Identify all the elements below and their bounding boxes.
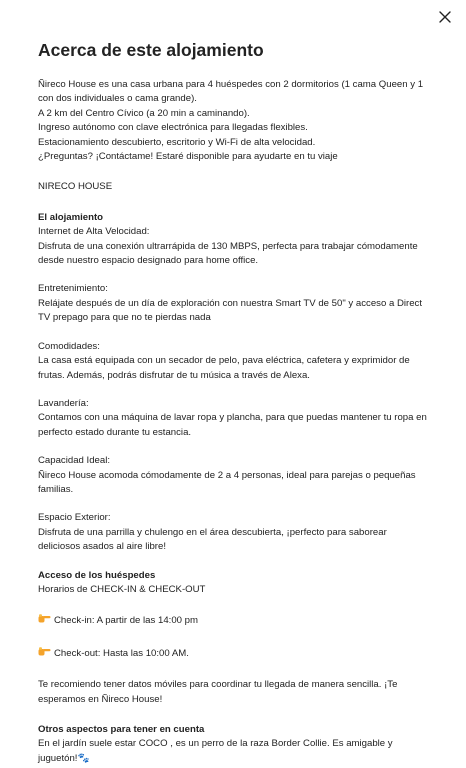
space-heading: Internet de Alta Velocidad:	[38, 226, 150, 238]
space-section	[38, 211, 428, 269]
modal-title: Acerca de este alojamiento	[38, 40, 264, 60]
access-schedule: Horarios de CHECK-IN & CHECK-OUT	[38, 583, 206, 595]
access-note: Te recomiendo tener datos móviles para coordinar tu llegada de manera sencilla. ¡Te esperamos en Ñireco House!	[38, 679, 398, 705]
house-name: NIRECO HOUSE	[38, 181, 113, 193]
other-title: Otros aspectos para tener en cuenta	[38, 724, 205, 735]
intro-line: Ñireco House es una casa urbana para 4 huéspedes con 2 dormitorios (1 cama Queen y 1 con dos individuales o cama grande).	[38, 79, 424, 105]
close-icon	[439, 11, 451, 23]
space-text: La casa está equipada con un secador de pelo, pava eléctrica, cafetera y exprimidor de frutas. Además, podrás disfrutar de tu música a través de Alexa.	[38, 355, 410, 381]
intro-line: A 2 km del Centro Cívico (a 20 min a caminando).	[38, 107, 250, 119]
intro-line: Ingreso autónomo con clave electrónica para llegadas flexibles.	[38, 122, 308, 134]
space-item	[38, 454, 428, 497]
checkout-line	[38, 646, 428, 662]
space-heading: Comodidades:	[38, 340, 100, 352]
intro-line: Estacionamiento descubierto, escritorio y Wi-Fi de alta velocidad.	[38, 136, 316, 148]
space-item	[38, 282, 428, 325]
space-text: Disfruta de una conexión ultrarrápida de 130 MBPS, perfecta para trabajar cómodamente desde nuestro espacio designado para home office.	[38, 240, 418, 267]
pointing-hand-icon	[38, 646, 54, 662]
space-heading: Capacidad Ideal:	[38, 455, 111, 467]
other-section	[38, 723, 428, 766]
space-item	[38, 511, 428, 554]
space-title: El alojamiento	[38, 211, 104, 223]
intro-block	[38, 78, 428, 164]
space-heading: Entretenimiento:	[38, 283, 108, 295]
space-text: Contamos con una máquina de lavar ropa y plancha, para que puedas mantener tu ropa en perfecto estado durante tu estancia.	[38, 412, 427, 438]
checkout-text: Check-out: Hasta las 10:00 AM.	[54, 647, 189, 659]
modal-content	[38, 38, 428, 766]
space-text: Disfruta de una parrilla y chulengo en el área descubierta, ¡perfecto para saborear deliciosos asados al aire libre!	[38, 526, 387, 553]
pointing-hand-icon	[38, 613, 54, 629]
intro-line: ¿Preguntas? ¡Contáctame! Estaré disponible para ayudarte en tu viaje	[38, 151, 338, 163]
close-button[interactable]	[434, 6, 456, 28]
space-item	[38, 340, 428, 383]
access-section	[38, 569, 428, 598]
space-text: Relájate después de un día de exploración con nuestra Smart TV de 50" y acceso a Direct TV prepago para que no te pierdas nada	[38, 297, 423, 324]
checkin-text: Check-in: A partir de las 14:00 pm	[54, 615, 198, 627]
space-heading: Lavandería:	[38, 397, 89, 409]
checkin-line	[38, 613, 428, 629]
other-text: En el jardín suele estar COCO , es un perro de la raza Border Collie. Es amigable y juguetón!🐾	[38, 738, 393, 764]
space-text: Ñireco House acomoda cómodamente de 2 a 4 personas, ideal para parejas o pequeñas familias.	[38, 469, 416, 495]
space-item	[38, 397, 428, 440]
access-title: Acceso de los huéspedes	[38, 569, 156, 581]
space-heading: Espacio Exterior:	[38, 512, 111, 524]
